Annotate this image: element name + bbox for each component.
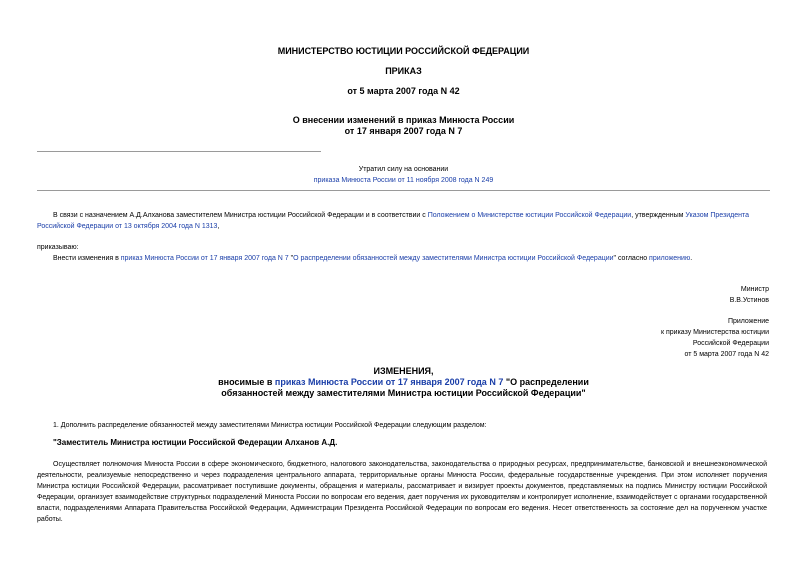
document-title-line1: О внесении изменений в приказ Минюста России xyxy=(292,115,515,125)
changes-line3: обязанностей между заместителями Министра юстиции Российской Федерации" xyxy=(221,388,586,398)
document-type: ПРИКАЗ xyxy=(385,66,422,76)
changes-order-link[interactable]: приказ Минюста России от 17 января 2007 года N 7 xyxy=(274,377,504,387)
order-paragraph: Внести изменения в приказ Минюста России от 17 января 2007 года N 7 "О распределении обязанностей между заместителями Министра юстиции Российской Федерации" согласно приложению. xyxy=(53,255,693,262)
appendix-label: Приложение xyxy=(727,318,769,325)
order-link[interactable]: приказ Минюста России от 17 января 2007 года N 7 xyxy=(120,255,289,262)
ministry-heading: МИНИСТЕРСТВО ЮСТИЦИИ РОССИЙСКОЙ ФЕДЕРАЦИИ xyxy=(277,46,530,56)
appendix-line2: к приказу Министерства юстиции xyxy=(660,329,769,336)
prikazyvayu-text: приказываю: xyxy=(37,244,79,251)
statute-link[interactable]: Положением о Министерстве юстиции Российской Федерации xyxy=(427,212,632,219)
body-paragraph: Осуществляет полномочия Минюста России в сфере экономического, бюджетного, налогового законодательства, законодательства о природных ресурсах, предпринимательстве, банковской и внешнеэкономической деятельности, реализуемые непосредственно и через подразделения центрального аппарата, территориальные органы Минюста России, федеральные государственные учреждения. При этом исполняет поручения Министра юстиции Российской Федерации, рассматривает поступившие документы, обращения и материалы, рассматривает и визирует проекты документов, представляемых на подпись Министру юстиции Российской Федерации, организует взаимодействие структурных подразделений Минюста России по вопросам его ведения, дает поручения их руководителям и контролирует исполнение, взаимодействует с органами государственной власти, подразделениями Аппарата Правительства Российской Федерации, Администрации Президента Российской Федерации по вопросам его ведения. Несет ответственность за состояние дел на порученном участке работы. xyxy=(37,461,767,523)
preamble-paragraph: В связи с назначением А.Д.Алханова заместителем Министра юстиции Российской Федерации и в соответствии с Положением о Министерстве юстиции Российской Федерации, утвержденным Указом Президента Российской Федерации от 13 октября 2004 года N 1313, xyxy=(37,212,749,230)
divider-bottom xyxy=(37,190,770,191)
order-title-link[interactable]: О распределении обязанностей между заместителями Министра юстиции Российской Федерации xyxy=(293,255,614,262)
changes-line2: вносимые в приказ Минюста России от 17 января 2007 года N 7 "О распределении xyxy=(218,377,589,387)
signature-name: В.В.Устинов xyxy=(729,297,769,304)
appendix-line3: Российской Федерации xyxy=(692,340,769,347)
item-1: 1. Дополнить распределение обязанностей между заместителями Министра юстиции Российской Федерации следующим разделом: xyxy=(53,422,487,429)
status-line xyxy=(0,175,807,186)
decree-link[interactable]: Указом Президента Российской Федерации от 13 октября 2004 года N 1313 xyxy=(37,212,749,230)
appendix-link[interactable]: приложению xyxy=(649,255,691,262)
changes-title: ИЗМЕНЕНИЯ, xyxy=(373,366,434,376)
status-text: Утратил силу на основании xyxy=(358,166,449,173)
section-heading: "Заместитель Министра юстиции Российской Федерации Алханов А.Д. xyxy=(53,438,338,447)
status-link[interactable]: приказа Минюста России от 11 ноября 2008 года N 249 xyxy=(313,177,494,184)
document-title-line2: от 17 января 2007 года N 7 xyxy=(344,126,463,136)
appendix-date: от 5 марта 2007 года N 42 xyxy=(684,351,769,358)
signature-position: Министр xyxy=(740,286,769,293)
document-date: от 5 марта 2007 года N 42 xyxy=(347,86,460,96)
divider-top xyxy=(37,151,321,152)
